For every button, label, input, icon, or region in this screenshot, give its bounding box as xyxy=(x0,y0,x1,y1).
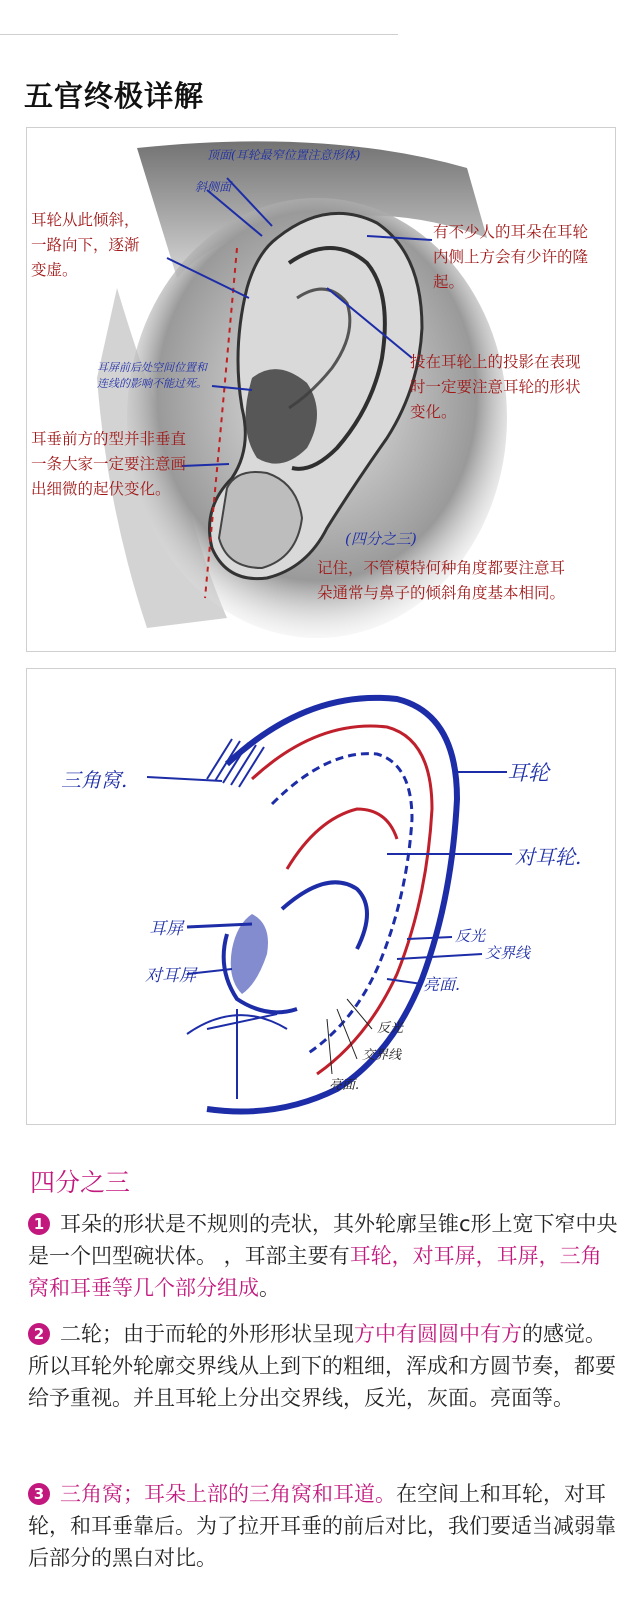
paragraph-2-end: 的感觉。所以耳轮外轮廓交界线从上到下的粗细，浑成和方圆节奏，都要给予重视。并且耳轮上分出交界线，反光，灰面。亮面等。 xyxy=(28,1322,616,1410)
handwritten-top-label: 顶面(耳轮最窄位置注意形体) xyxy=(207,148,361,162)
paragraph-2-text: 二轮；由于而轮的外形形状呈现 xyxy=(60,1322,354,1346)
label-boundary-line-bottom: 交界线 xyxy=(362,1048,402,1063)
paragraph-3-highlight: 三角窝；耳朵上部的三角窝和耳道。 xyxy=(60,1482,396,1506)
note-helix-bump: 有不少人的耳朵在耳轮内侧上方会有少许的隆起。 xyxy=(433,223,589,291)
label-helix: 耳轮 xyxy=(507,761,549,785)
top-divider xyxy=(0,34,398,35)
note-shadow-on-helix: 投在耳轮上的投影在表现时一定要注意耳轮的形状变化。 xyxy=(410,353,581,421)
page-title: 五官终极详解 xyxy=(24,79,205,113)
label-antihelix: 对耳轮. xyxy=(515,845,582,869)
label-tragus: 耳屏 xyxy=(149,919,183,939)
paragraph-1-highlight: 耳轮，对耳屏，耳屏，三角窝和耳垂等几个部分组成 xyxy=(28,1244,602,1300)
paragraph-3-text: 在空间上和耳轮，对耳轮，和耳垂靠后。为了拉开耳垂的前后对比，我们要适当减弱靠后部分的黑白对比。 xyxy=(28,1482,616,1570)
ear-sketch-panel xyxy=(26,127,616,652)
ear-structure-panel xyxy=(26,668,616,1125)
handwritten-slope-label: 斜侧面 xyxy=(195,180,232,194)
paragraph-1-end: 。 xyxy=(259,1276,280,1300)
label-light-side-right: 亮面. xyxy=(423,975,461,994)
note-earlobe-front: 耳垂前方的型并非垂直一条大家一定要注意画出细微的起伏变化。 xyxy=(31,430,187,498)
paragraph-2 xyxy=(28,1318,618,1414)
number-badge-3: 3 xyxy=(28,1483,50,1505)
paragraph-1-text: 耳朵的形状是不规则的壳状，其外轮廓呈锥c形上宽下窄中央是一个凹型碗状体。 ，耳部主要有 xyxy=(28,1212,618,1268)
handwritten-tragus-note: 耳屏前后处空间位置和连线的影响不能过死。 xyxy=(97,361,207,390)
label-reflected-light-right: 反光 xyxy=(455,927,486,945)
label-boundary-line-right: 交界线 xyxy=(485,944,531,962)
label-antitragus: 对耳屏 xyxy=(145,966,196,986)
label-triangular-fossa: 三角窝. xyxy=(61,768,128,792)
handwritten-caption: (四分之三) xyxy=(345,530,417,548)
note-helix-slope: 耳轮从此倾斜，一路向下，逐渐变虚。 xyxy=(31,211,140,279)
paragraph-2-highlight: 方中有圆圆中有方 xyxy=(354,1322,522,1346)
paragraph-3 xyxy=(28,1478,618,1574)
number-badge-1: 1 xyxy=(28,1213,50,1235)
label-reflected-light-bottom: 反光 xyxy=(377,1021,404,1036)
note-angle-reminder: 记住，不管模特何种角度都要注意耳朵通常与鼻子的倾斜角度基本相同。 xyxy=(317,559,566,602)
number-badge-2: 2 xyxy=(28,1323,50,1345)
paragraph-1 xyxy=(28,1208,618,1304)
section-title: 四分之三 xyxy=(30,1168,131,1197)
label-light-side-bottom: 亮面. xyxy=(329,1078,360,1093)
ear-structure-drawing xyxy=(27,669,615,1124)
